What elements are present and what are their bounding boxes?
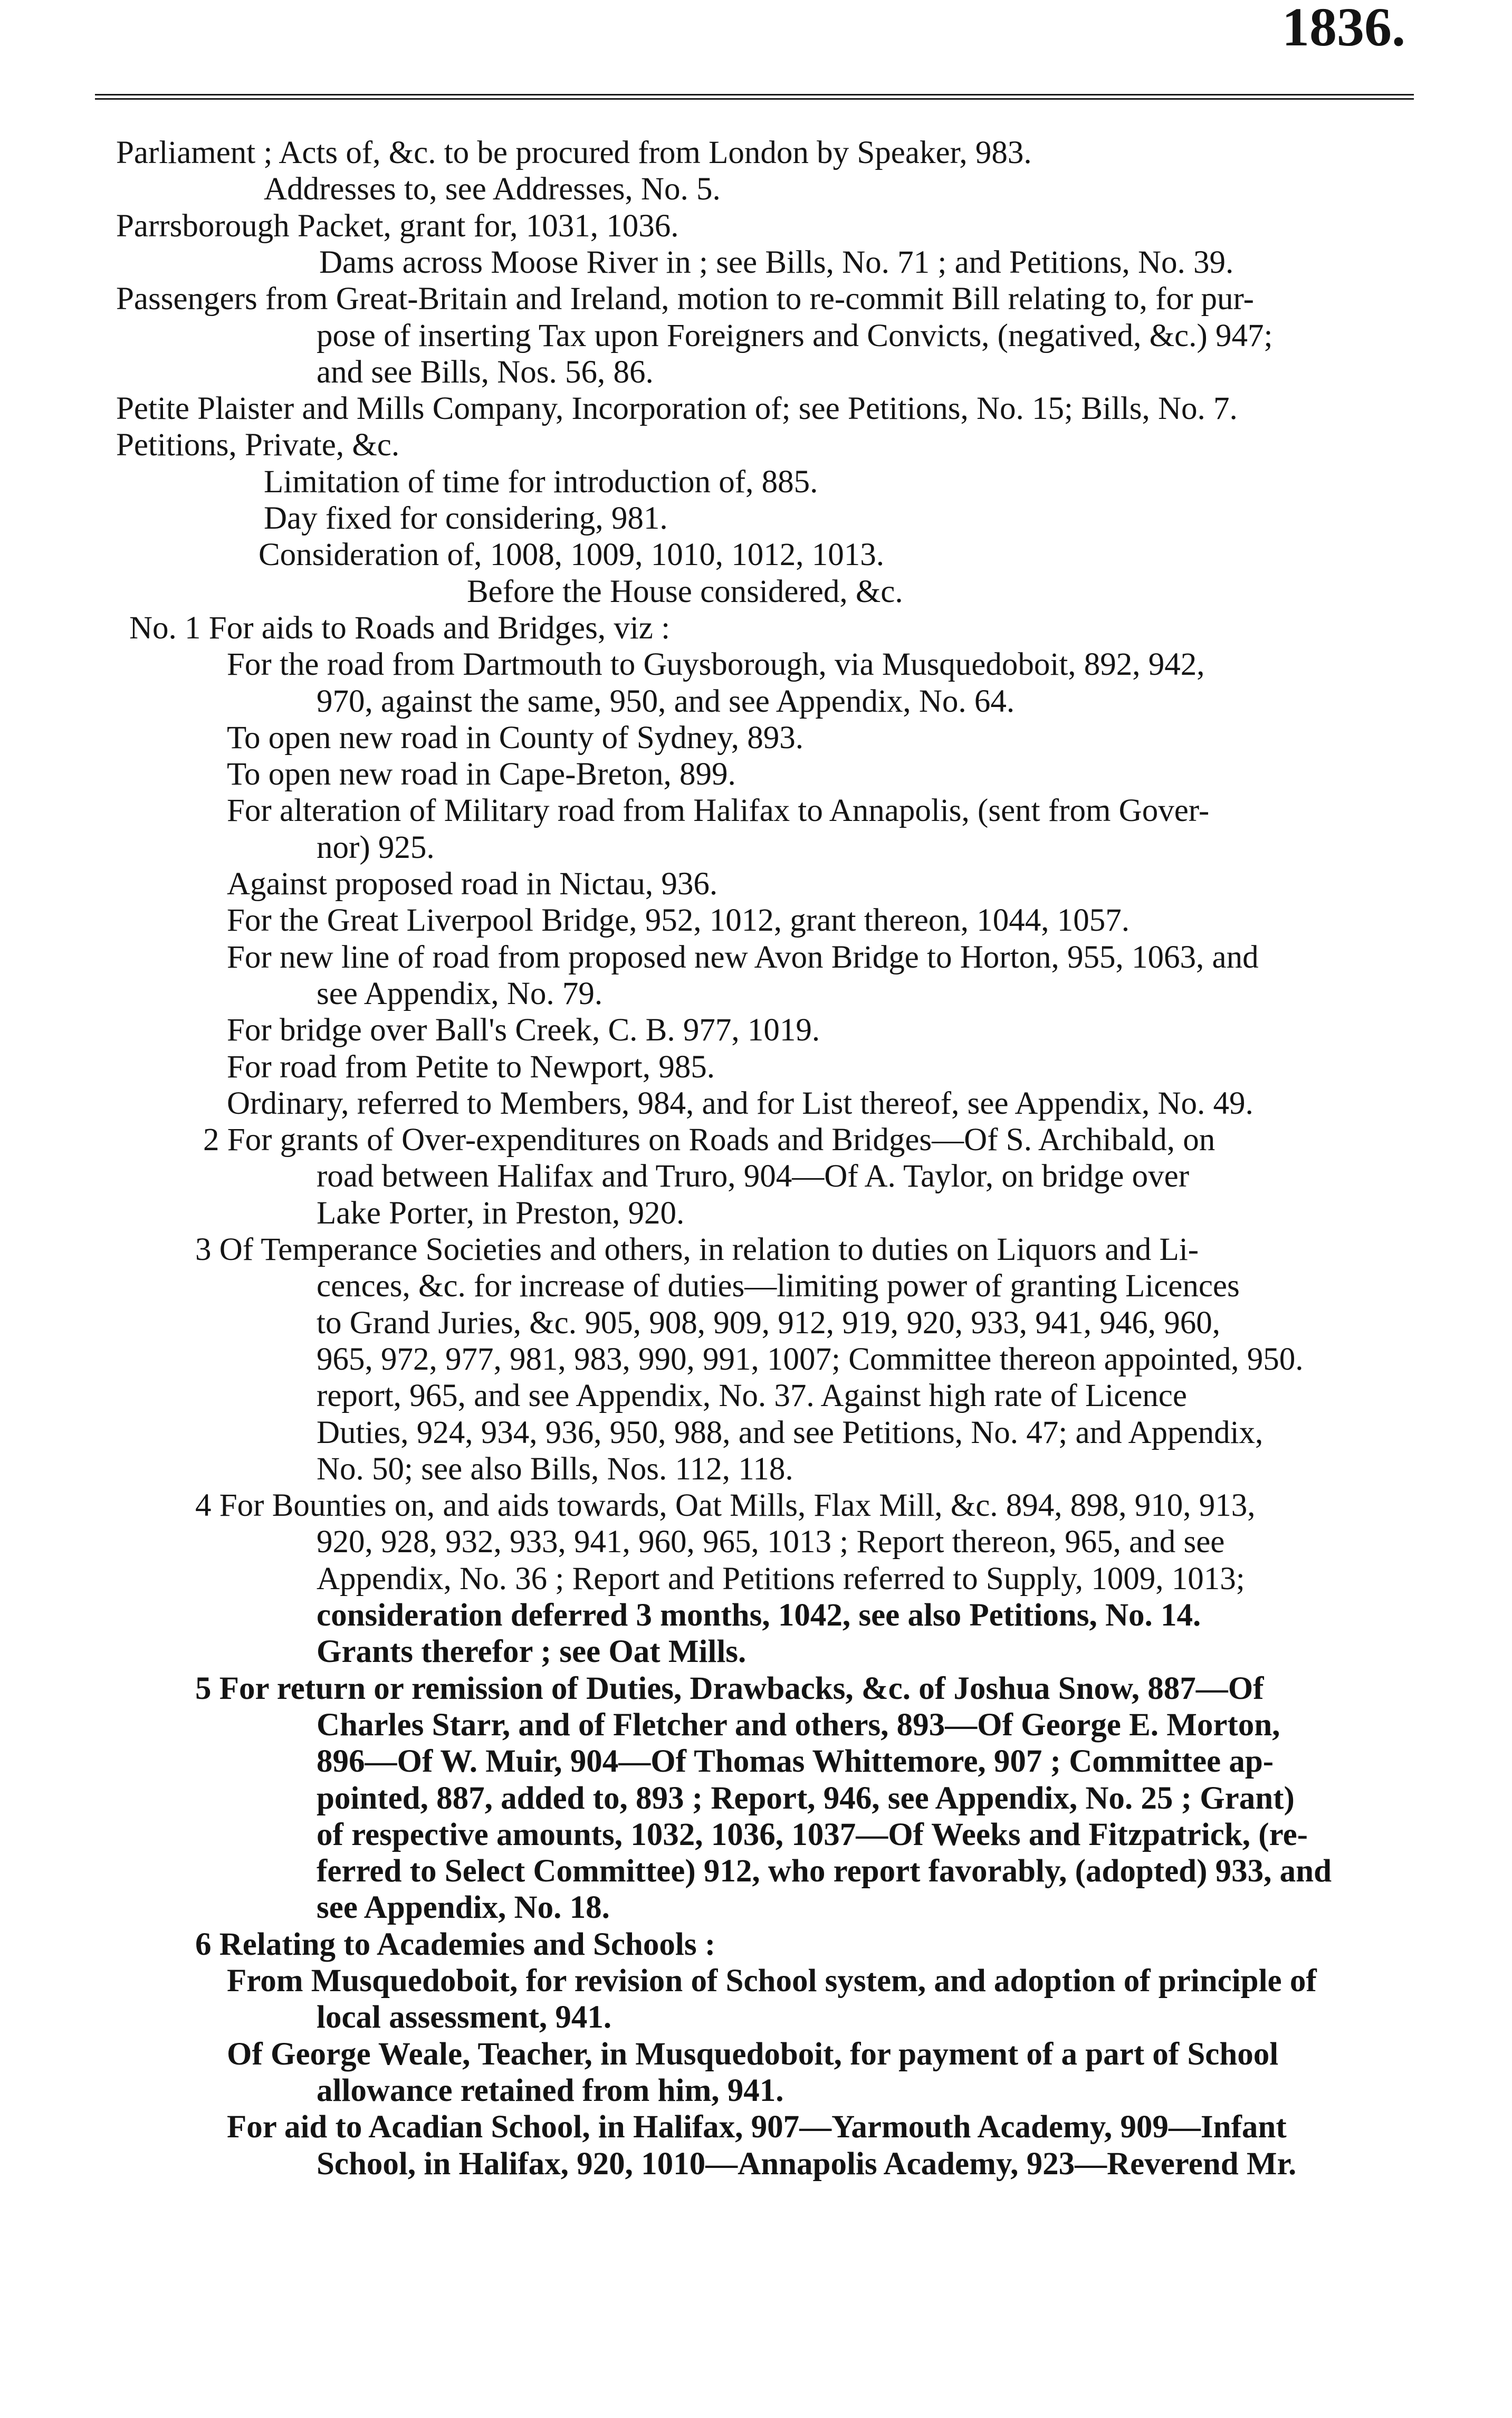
index-line: nor) 925. xyxy=(317,830,435,865)
index-line: 920, 928, 932, 933, 941, 960, 965, 1013 ; Report thereon, 965, and see xyxy=(317,1524,1225,1560)
index-line: For road from Petite to Newport, 985. xyxy=(227,1049,715,1085)
index-line: see Appendix, No. 18. xyxy=(317,1890,610,1925)
index-line: cences, &c. for increase of duties—limiting power of granting Licences xyxy=(317,1268,1240,1304)
index-line: 5 For return or remission of Duties, Drawbacks, &c. of Joshua Snow, 887—Of xyxy=(195,1671,1264,1706)
index-line: 2 For grants of Over-expenditures on Roads and Bridges—Of S. Archibald, on xyxy=(203,1122,1216,1158)
header-rule xyxy=(95,98,1414,100)
index-line: local assessment, 941. xyxy=(317,2000,612,2035)
index-line: 896—Of W. Muir, 904—Of Thomas Whittemore, 907 ; Committee ap- xyxy=(317,1744,1274,1779)
index-line: Of George Weale, Teacher, in Musquedoboit, for payment of a part of School xyxy=(227,2037,1279,2072)
index-line: 965, 972, 977, 981, 983, 990, 991, 1007; Committee thereon appointed, 950. xyxy=(317,1342,1304,1377)
index-line: From Musquedoboit, for revision of School system, and adoption of principle of xyxy=(227,1963,1317,1999)
index-line: For alteration of Military road from Halifax to Annapolis, (sent from Gover- xyxy=(227,793,1210,828)
index-line: For the Great Liverpool Bridge, 952, 1012, grant thereon, 1044, 1057. xyxy=(227,903,1130,938)
index-line: pointed, 887, added to, 893 ; Report, 946, see Appendix, No. 25 ; Grant) xyxy=(317,1781,1295,1816)
index-line: Parrsborough Packet, grant for, 1031, 1036. xyxy=(116,208,679,244)
index-line: For aid to Acadian School, in Halifax, 907—Yarmouth Academy, 909—Infant xyxy=(227,2109,1287,2145)
index-line: to Grand Juries, &c. 905, 908, 909, 912, 919, 920, 933, 941, 946, 960, xyxy=(317,1305,1220,1341)
index-line: Appendix, No. 36 ; Report and Petitions referred to Supply, 1009, 1013; xyxy=(317,1561,1245,1597)
index-line: For the road from Dartmouth to Guysborough, via Musquedoboit, 892, 942, xyxy=(227,647,1205,682)
index-line: 970, against the same, 950, and see Appendix, No. 64. xyxy=(317,684,1015,719)
index-line: Dams across Moose River in ; see Bills, No. 71 ; and Petitions, No. 39. xyxy=(319,245,1234,280)
index-line: 4 For Bounties on, and aids towards, Oat Mills, Flax Mill, &c. 894, 898, 910, 913, xyxy=(195,1488,1256,1523)
index-line: report, 965, and see Appendix, No. 37. Against high rate of Licence xyxy=(317,1378,1187,1413)
index-line: ferred to Select Committee) 912, who report favorably, (adopted) 933, and xyxy=(317,1853,1332,1889)
index-line: 3 Of Temperance Societies and others, in relation to duties on Liquors and Li- xyxy=(195,1232,1199,1267)
index-line: Charles Starr, and of Fletcher and others, 893—Of George E. Morton, xyxy=(317,1707,1280,1743)
index-line: To open new road in County of Sydney, 893. xyxy=(227,720,804,756)
index-line: To open new road in Cape-Breton, 899. xyxy=(227,757,736,792)
index-line: allowance retained from him, 941. xyxy=(317,2073,784,2108)
index-line: Lake Porter, in Preston, 920. xyxy=(317,1196,685,1231)
index-line: For bridge over Ball's Creek, C. B. 977, 1019. xyxy=(227,1012,820,1048)
index-line: Against proposed road in Nictau, 936. xyxy=(227,866,718,902)
page-year: 1836. xyxy=(1282,0,1405,58)
index-line: pose of inserting Tax upon Foreigners and Convicts, (negatived, &c.) 947; xyxy=(317,318,1273,353)
index-line: Grants therefor ; see Oat Mills. xyxy=(317,1634,747,1669)
index-line: Day fixed for considering, 981. xyxy=(264,501,668,536)
header-rule xyxy=(95,94,1414,95)
index-line: Addresses to, see Addresses, No. 5. xyxy=(264,171,721,207)
index-line: Petitions, Private, &c. xyxy=(116,427,400,463)
index-line: consideration deferred 3 months, 1042, see also Petitions, No. 14. xyxy=(317,1598,1201,1633)
index-line: 6 Relating to Academies and Schools : xyxy=(195,1927,716,1962)
index-line: No. 50; see also Bills, Nos. 112, 118. xyxy=(317,1451,793,1487)
index-line: For new line of road from proposed new Avon Bridge to Horton, 955, 1063, and xyxy=(227,940,1259,975)
index-line: and see Bills, Nos. 56, 86. xyxy=(317,355,654,390)
index-line: Petite Plaister and Mills Company, Incorporation of; see Petitions, No. 15; Bills, No. 7. xyxy=(116,391,1238,426)
index-line: No. 1 For aids to Roads and Bridges, viz : xyxy=(129,610,671,646)
index-line: see Appendix, No. 79. xyxy=(317,976,603,1011)
index-line: Passengers from Great-Britain and Ireland, motion to re-commit Bill relating to, for pur- xyxy=(116,281,1254,317)
index-line: Duties, 924, 934, 936, 950, 988, and see Petitions, No. 47; and Appendix, xyxy=(317,1415,1264,1450)
index-line: Ordinary, referred to Members, 984, and for List thereof, see Appendix, No. 49. xyxy=(227,1086,1253,1121)
index-line: School, in Halifax, 920, 1010—Annapolis Academy, 923—Reverend Mr. xyxy=(317,2146,1297,2182)
index-line: Parliament ; Acts of, &c. to be procured from London by Speaker, 983. xyxy=(116,135,1032,170)
index-line: of respective amounts, 1032, 1036, 1037—Of Weeks and Fitzpatrick, (re- xyxy=(317,1817,1308,1852)
index-line: Consideration of, 1008, 1009, 1010, 1012, 1013. xyxy=(259,537,885,572)
index-line: road between Halifax and Truro, 904—Of A. Taylor, on bridge over xyxy=(317,1159,1190,1194)
index-line: Limitation of time for introduction of, 885. xyxy=(264,464,818,500)
index-line: Before the House considered, &c. xyxy=(467,574,903,609)
